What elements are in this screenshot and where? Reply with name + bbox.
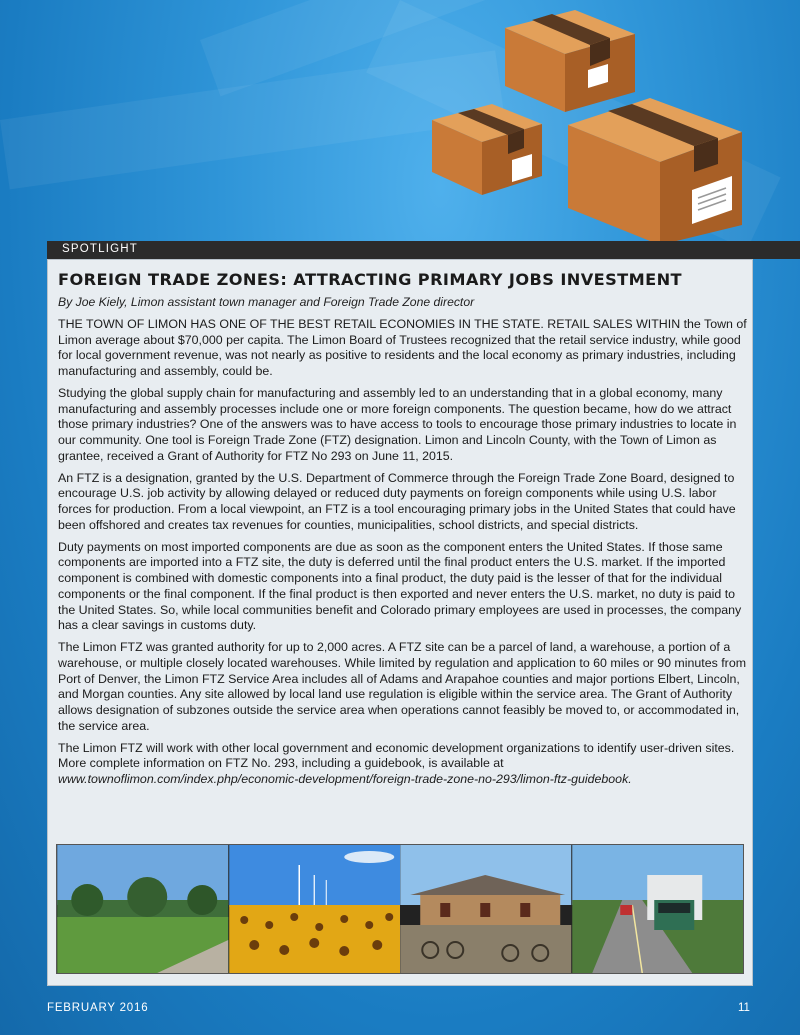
paragraph-text: The Limon FTZ will work with other local government and economic development organizations to identify user-driven sites. More complete information on FTZ No. 293, including a guidebook, is available at: [58, 740, 735, 771]
article-byline: By Joe Kiely, Limon assistant town manager and Foreign Trade Zone director: [58, 295, 475, 309]
paragraph-final: [58, 741, 748, 788]
shipping-boxes-illustration: [420, 0, 760, 245]
box-icon: [432, 104, 542, 195]
paragraph: The Limon FTZ was granted authority for up to 2,000 acres. A FTZ site can be a parcel of land, a warehouse, a portion of a warehouse, or multiple closely located warehouses. While limited by regulation and application to 60 miles or 90 minutes from Port of Denver, the Limon FTZ Service Area includes all of Adams and Arapahoe counties and major portions Elbert, Lincoln, and Morgan counties. Any site allowed by local land use regulation is eligible within the service area. The Grant of Authority allows designation of subzones outside the service area when operations cannot feasibly be moved to, or accommodated in, the service area.: [58, 640, 747, 733]
section-bar: [47, 241, 757, 259]
park-photo: [57, 845, 229, 973]
page-number: 11: [738, 1002, 750, 1014]
highway-truck-photo: [572, 845, 744, 973]
paragraph: Studying the global supply chain for manufacturing and assembly led to an understanding that in a global economy, many manufacturing and assembly processes include one or more foreign components. The question became, how do we attract those primary industries? One of the answers was to have access to tools to encourage those primary industries to locate in our community. One tool is Foreign Trade Zone (FTZ) designation. Limon and Lincoln County, with the Town of Limon as grantee, received a Grant of Authority for FTZ No 293 on June 11, 2015.: [58, 386, 737, 463]
sunflower-field-photo: [229, 845, 401, 973]
issue-date: FEBRUARY 2016: [47, 1002, 149, 1014]
section-label: SPOTLIGHT: [62, 243, 138, 255]
paragraph: Duty payments on most imported components are due as soon as the component enters the United States. If those same components are imported into a FTZ site, the duty is deferred until the final product enters the U.S. market. If the imported component is combined with domestic components into a final product, the duty paid is the lesser of that for the individual components or the final component. If the final product is then exported and never enters the U.S. market, no duty is paid to the United States. So, while local communities benefit and Colorado primary employees are used in processes, the company has a clear savings in customs duty.: [58, 539, 742, 633]
box-icon: [505, 10, 635, 112]
guidebook-link[interactable]: www.townoflimon.com/index.php/economic-development/foreign-trade-zone-no-293/limon-ftz-guidebook.: [58, 771, 632, 786]
depot-building-photo: [400, 845, 572, 973]
paragraph: An FTZ is a designation, granted by the U.S. Department of Commerce through the Foreign Trade Zone Board, designed to encourage U.S. job activity by allowing delayed or reduced duty payments on foreign components while using U.S. labor forces for production. From a local viewpoint, an FTZ is a tool encouraging primary jobs in the United States that could have been offshored and creates tax revenues for counties, municipalities, school districts, and special districts.: [58, 470, 736, 532]
paragraph: THE TOWN OF LIMON HAS ONE OF THE BEST RETAIL ECONOMIES IN THE STATE. RETAIL SALES WITHIN the Town of Limon average about $70,000 per capita. The Limon Board of Trustees recognized that the retail service industry, while good for local government revenue, was not nearly as positive to residents and the local economy as primary industries, including manufacturing and assembly, could be.: [58, 317, 747, 379]
photo-strip: [56, 844, 744, 974]
box-icon: [568, 98, 742, 245]
article-body: [58, 317, 748, 788]
article-title: FOREIGN TRADE ZONES: ATTRACTING PRIMARY JOBS INVESTMENT: [58, 270, 682, 289]
section-bar-extension: [740, 241, 800, 259]
